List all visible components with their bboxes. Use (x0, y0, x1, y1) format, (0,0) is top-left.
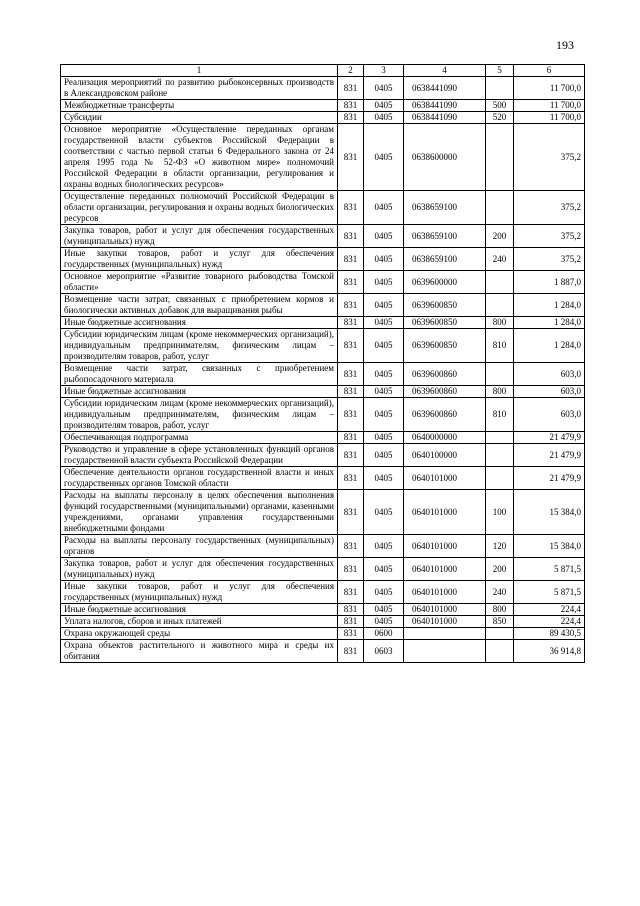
table-row (61, 628, 585, 640)
item-name: Обеспечивающая подпрограмма (61, 432, 338, 444)
table-row (61, 558, 585, 581)
amount: 11 700,0 (514, 112, 585, 124)
table-row (61, 535, 585, 558)
table-header-row (61, 65, 585, 77)
ministry-code: 831 (338, 124, 364, 191)
item-name: Расходы на выплаты персоналу в целях обеспечения выполнения функций государственными (муниципальными) органами, казенными учреждениями, органами управления государственными внебюджетными фондами (61, 490, 338, 535)
expense-type-code: 800 (486, 317, 514, 329)
ministry-code: 831 (338, 225, 364, 248)
target-article-code: 0640101000 (404, 616, 486, 628)
amount: 603,0 (514, 398, 585, 432)
amount: 375,2 (514, 225, 585, 248)
section-code: 0405 (364, 432, 404, 444)
section-code: 0405 (364, 77, 404, 100)
table-row (61, 604, 585, 616)
table-row (61, 225, 585, 248)
header-col-3: 3 (364, 65, 404, 77)
table-row (61, 294, 585, 317)
ministry-code: 831 (338, 363, 364, 386)
table-row (61, 329, 585, 363)
amount: 224,4 (514, 616, 585, 628)
amount: 1 284,0 (514, 294, 585, 317)
expense-type-code (486, 432, 514, 444)
target-article-code: 0638659100 (404, 225, 486, 248)
ministry-code: 831 (338, 490, 364, 535)
page-number: 193 (556, 38, 574, 52)
item-name: Иные закупки товаров, работ и услуг для обеспечения государственных (муниципальных) нужд (61, 581, 338, 604)
table-row (61, 317, 585, 329)
item-name: Возмещение части затрат, связанных с приобретением рыбопосадочного материала (61, 363, 338, 386)
target-article-code: 0638600000 (404, 124, 486, 191)
item-name: Обеспечение деятельности органов государственной власти и иных государственных органов Томской области (61, 467, 338, 490)
section-code: 0405 (364, 248, 404, 271)
table-row (61, 467, 585, 490)
expense-type-code (486, 363, 514, 386)
target-article-code: 0639600860 (404, 398, 486, 432)
header-col-5: 5 (486, 65, 514, 77)
target-article-code: 0638441090 (404, 100, 486, 112)
ministry-code: 831 (338, 112, 364, 124)
section-code: 0405 (364, 581, 404, 604)
section-code: 0405 (364, 444, 404, 467)
item-name: Закупка товаров, работ и услуг для обеспечения государственных (муниципальных) нужд (61, 558, 338, 581)
expense-type-code (486, 628, 514, 640)
amount: 603,0 (514, 386, 585, 398)
expense-type-code: 100 (486, 490, 514, 535)
ministry-code: 831 (338, 100, 364, 112)
ministry-code: 831 (338, 191, 364, 225)
item-name: Иные бюджетные ассигнования (61, 317, 338, 329)
ministry-code: 831 (338, 535, 364, 558)
item-name: Руководство и управление в сфере установленных функций органов государственной власти субъекта Российской Федерации (61, 444, 338, 467)
section-code: 0405 (364, 490, 404, 535)
target-article-code: 0639600860 (404, 363, 486, 386)
section-code: 0405 (364, 100, 404, 112)
amount: 1 887,0 (514, 271, 585, 294)
table-row (61, 616, 585, 628)
table-row (61, 386, 585, 398)
expense-type-code (486, 124, 514, 191)
expense-type-code: 240 (486, 248, 514, 271)
table-row (61, 444, 585, 467)
table-row (61, 100, 585, 112)
amount: 1 284,0 (514, 317, 585, 329)
table-row (61, 432, 585, 444)
ministry-code: 831 (338, 640, 364, 663)
table-row (61, 191, 585, 225)
ministry-code: 831 (338, 628, 364, 640)
section-code: 0405 (364, 271, 404, 294)
ministry-code: 831 (338, 294, 364, 317)
ministry-code: 831 (338, 616, 364, 628)
expense-type-code: 500 (486, 100, 514, 112)
expense-type-code: 850 (486, 616, 514, 628)
target-article-code: 0639600850 (404, 317, 486, 329)
section-code: 0405 (364, 535, 404, 558)
item-name: Субсидии юридическим лицам (кроме некоммерческих организаций), индивидуальным предпринимателям, физическим лицам – производителям товаров, работ, услуг (61, 329, 338, 363)
section-code: 0603 (364, 640, 404, 663)
table-row (61, 581, 585, 604)
expense-type-code: 810 (486, 398, 514, 432)
section-code: 0405 (364, 616, 404, 628)
ministry-code: 831 (338, 558, 364, 581)
amount: 15 384,0 (514, 535, 585, 558)
table-row (61, 640, 585, 663)
item-name: Субсидии (61, 112, 338, 124)
amount: 224,4 (514, 604, 585, 616)
expense-type-code (486, 640, 514, 663)
target-article-code: 0638441090 (404, 112, 486, 124)
table-row (61, 271, 585, 294)
amount: 21 479,9 (514, 467, 585, 490)
item-name: Иные бюджетные ассигнования (61, 604, 338, 616)
target-article-code: 0640000000 (404, 432, 486, 444)
table-row (61, 398, 585, 432)
ministry-code: 831 (338, 432, 364, 444)
expense-type-code (486, 191, 514, 225)
section-code: 0405 (364, 329, 404, 363)
ministry-code: 831 (338, 467, 364, 490)
expense-type-code: 800 (486, 386, 514, 398)
target-article-code: 0639600000 (404, 271, 486, 294)
item-name: Основное мероприятие «Развитие товарного рыбоводства Томской области» (61, 271, 338, 294)
header-col-1: 1 (61, 65, 338, 77)
section-code: 0405 (364, 112, 404, 124)
table-row (61, 490, 585, 535)
header-col-2: 2 (338, 65, 364, 77)
target-article-code: 0640101000 (404, 604, 486, 616)
amount: 21 479,9 (514, 432, 585, 444)
expense-type-code: 200 (486, 558, 514, 581)
target-article-code: 0640101000 (404, 467, 486, 490)
amount: 21 479,9 (514, 444, 585, 467)
ministry-code: 831 (338, 398, 364, 432)
item-name: Охрана окружающей среды (61, 628, 338, 640)
item-name: Осуществление переданных полномочий Российской Федерации в области организации, регулирования и охраны водных биологических ресурсов (61, 191, 338, 225)
amount: 1 284,0 (514, 329, 585, 363)
table-row (61, 363, 585, 386)
section-code: 0405 (364, 225, 404, 248)
section-code: 0405 (364, 191, 404, 225)
target-article-code (404, 640, 486, 663)
ministry-code: 831 (338, 248, 364, 271)
section-code: 0405 (364, 294, 404, 317)
amount: 5 871,5 (514, 581, 585, 604)
budget-table (60, 64, 585, 663)
expense-type-code (486, 77, 514, 100)
ministry-code: 831 (338, 604, 364, 616)
target-article-code: 0638659100 (404, 248, 486, 271)
expense-type-code: 810 (486, 329, 514, 363)
expense-type-code: 120 (486, 535, 514, 558)
section-code: 0405 (364, 558, 404, 581)
amount: 5 871,5 (514, 558, 585, 581)
target-article-code: 0638659100 (404, 191, 486, 225)
ministry-code: 831 (338, 444, 364, 467)
item-name: Иные закупки товаров, работ и услуг для обеспечения государственных (муниципальных) нужд (61, 248, 338, 271)
expense-type-code (486, 467, 514, 490)
item-name: Закупка товаров, работ и услуг для обеспечения государственных (муниципальных) нужд (61, 225, 338, 248)
amount: 36 914,8 (514, 640, 585, 663)
header-col-6: 6 (514, 65, 585, 77)
expense-type-code: 240 (486, 581, 514, 604)
item-name: Уплата налогов, сборов и иных платежей (61, 616, 338, 628)
target-article-code: 0640101000 (404, 581, 486, 604)
item-name: Межбюджетные трансферты (61, 100, 338, 112)
ministry-code: 831 (338, 271, 364, 294)
amount: 375,2 (514, 191, 585, 225)
expense-type-code (486, 294, 514, 317)
amount: 375,2 (514, 248, 585, 271)
target-article-code: 0639600850 (404, 294, 486, 317)
expense-type-code (486, 444, 514, 467)
target-article-code: 0640101000 (404, 558, 486, 581)
expense-type-code: 800 (486, 604, 514, 616)
ministry-code: 831 (338, 329, 364, 363)
target-article-code: 0640100000 (404, 444, 486, 467)
item-name: Основное мероприятие «Осуществление переданных органам государственной власти субъектов Российской Федерации в соответствии с частью первой статьи 6 Федерального закона от 24 апреля 1995 года № 52-ФЗ «О животном мире» полномочий Российской Федерации в области организации, регулирования и охраны водных биологических ресурсов» (61, 124, 338, 191)
item-name: Иные бюджетные ассигнования (61, 386, 338, 398)
table-row (61, 77, 585, 100)
table-row (61, 124, 585, 191)
expense-type-code: 200 (486, 225, 514, 248)
header-col-4: 4 (404, 65, 486, 77)
item-name: Возмещение части затрат, связанных с приобретением кормов и биологически активных добавок для выращивания рыбы (61, 294, 338, 317)
target-article-code: 0639600860 (404, 386, 486, 398)
table-row (61, 248, 585, 271)
section-code: 0600 (364, 628, 404, 640)
item-name: Охрана объектов растительного и животного мира и среды их обитания (61, 640, 338, 663)
expense-type-code (486, 271, 514, 294)
amount: 89 430,5 (514, 628, 585, 640)
section-code: 0405 (364, 386, 404, 398)
table-row (61, 112, 585, 124)
target-article-code: 0640101000 (404, 535, 486, 558)
amount: 15 384,0 (514, 490, 585, 535)
section-code: 0405 (364, 467, 404, 490)
expense-type-code: 520 (486, 112, 514, 124)
section-code: 0405 (364, 363, 404, 386)
target-article-code: 0639600850 (404, 329, 486, 363)
target-article-code: 0640101000 (404, 490, 486, 535)
amount: 11 700,0 (514, 77, 585, 100)
target-article-code: 0638441090 (404, 77, 486, 100)
amount: 375,2 (514, 124, 585, 191)
item-name: Реализация мероприятий по развитию рыбоконсервных производств в Александровском районе (61, 77, 338, 100)
item-name: Расходы на выплаты персоналу государственных (муниципальных) органов (61, 535, 338, 558)
amount: 603,0 (514, 363, 585, 386)
ministry-code: 831 (338, 386, 364, 398)
section-code: 0405 (364, 398, 404, 432)
ministry-code: 831 (338, 581, 364, 604)
section-code: 0405 (364, 317, 404, 329)
target-article-code (404, 628, 486, 640)
section-code: 0405 (364, 604, 404, 616)
amount: 11 700,0 (514, 100, 585, 112)
ministry-code: 831 (338, 317, 364, 329)
item-name: Субсидии юридическим лицам (кроме некоммерческих организаций), индивидуальным предпринимателям, физическим лицам – производителям товаров, работ, услуг (61, 398, 338, 432)
ministry-code: 831 (338, 77, 364, 100)
section-code: 0405 (364, 124, 404, 191)
